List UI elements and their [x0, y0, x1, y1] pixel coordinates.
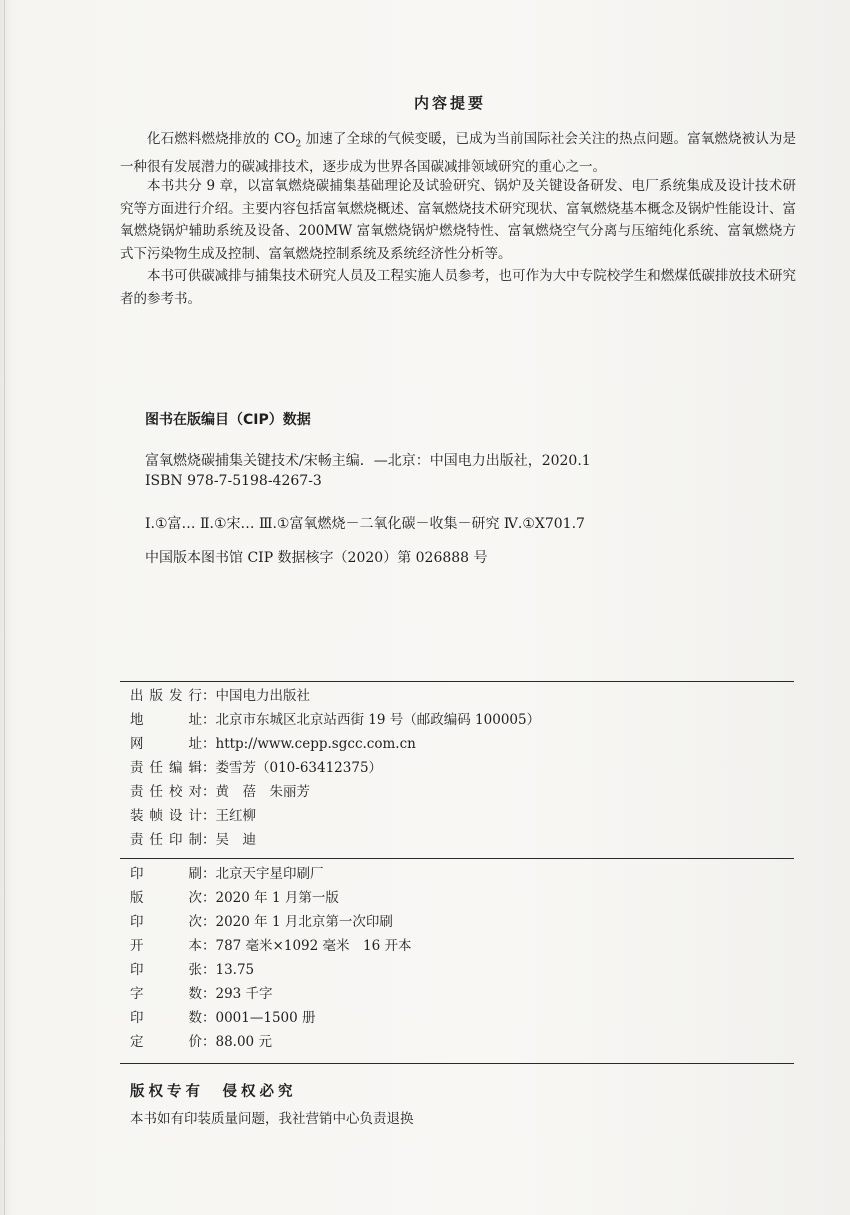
publisher-info-row: 责任编辑：娄雪芳（010-63412375）	[130, 760, 383, 776]
info-value: 中国电力出版社	[215, 688, 310, 704]
info-label: 印数	[130, 1010, 202, 1026]
info-label: 出版发行	[130, 688, 202, 704]
print-info-row: 定价：88.00 元	[130, 1034, 272, 1050]
info-label: 装帧设计	[130, 808, 202, 824]
info-label: 印次	[130, 914, 202, 930]
info-label: 责任印制	[130, 832, 202, 848]
publisher-info-row: 责任印制：吴 迪	[130, 832, 256, 848]
summary-title: 内容提要	[413, 94, 486, 112]
rights-note: 本书如有印装质量问题，我社营销中心负责退换	[130, 1111, 414, 1127]
info-value: 黄 蓓 朱丽芳	[215, 784, 310, 800]
info-label: 印刷	[130, 866, 202, 882]
info-value: 787 毫米×1092 毫米 16 开本	[215, 938, 412, 954]
info-value: 88.00 元	[215, 1034, 272, 1050]
publisher-info-row: 装帧设计：王红柳	[130, 808, 256, 824]
publisher-info-row: 责任校对：黄 蓓 朱丽芳	[130, 784, 310, 800]
info-label: 印张	[130, 962, 202, 978]
info-value: 北京市东城区北京站西街 19 号（邮政编码 100005）	[215, 712, 541, 728]
info-label: 字数	[130, 986, 202, 1002]
cip-heading: 图书在版编目（CIP）数据	[145, 412, 311, 428]
publisher-info-row: 出版发行：中国电力出版社	[130, 688, 310, 704]
info-value: 北京天宇星印刷厂	[215, 866, 324, 882]
info-label: 定价	[130, 1034, 202, 1050]
cip-title-line: 富氧燃烧碳捕集关键技术/宋畅主编．—北京：中国电力出版社，2020.1	[145, 453, 591, 469]
publisher-info-row: 地址：北京市东城区北京站西街 19 号（邮政编码 100005）	[130, 712, 541, 728]
summary-paragraph-2: 本书共分 9 章，以富氧燃烧碳捕集基础理论及试验研究、锅炉及关键设备研发、电厂系统集成及设计技术研究等方面进行介绍。主要内容包括富氧燃烧概述、富氧燃烧技术研究现状、富氧燃烧基本概念及锅炉性能设计、富氧燃烧锅炉辅助系统及设备、200MW 富氧燃烧锅炉燃烧特性、富氧燃烧空气分离与压缩纯化系统、富氧燃烧方式下污染物生成及控制、富氧燃烧控制系统及系统经济性分析等。	[120, 178, 796, 262]
info-value: 13.75	[215, 962, 255, 978]
print-info-row: 开本：787 毫米×1092 毫米 16 开本	[130, 938, 412, 954]
p1-text-after: 加速了全球的气候变暖，已成为当前国际社会关注的热点问题。富氧燃烧被认为是一种很有发展潜力的碳减排技术，逐步成为世界各国碳减排领域研究的重心之一。	[120, 131, 796, 176]
divider-rule	[120, 1063, 794, 1064]
rights-title: 版权专有 侵权必究	[130, 1084, 297, 1100]
info-value: http://www.cepp.sgcc.com.cn	[215, 736, 416, 752]
summary-paragraph-3: 本书可供碳减排与捕集技术研究人员及工程实施人员参考，也可作为大中专院校学生和燃煤低碳排放技术研究者的参考书。	[120, 268, 796, 307]
divider-rule	[120, 858, 794, 859]
info-label: 责任校对	[130, 784, 202, 800]
info-label: 地址	[130, 712, 202, 728]
print-info-row: 印次：2020 年 1 月北京第一次印刷	[130, 914, 393, 930]
cip-isbn: ISBN 978-7-5198-4267-3	[145, 473, 322, 489]
info-value: 293 千字	[215, 986, 273, 1002]
info-value: 娄雪芳（010-63412375）	[215, 760, 383, 776]
cip-record-number: 中国版本图书馆 CIP 数据核字（2020）第 026888 号	[145, 550, 488, 566]
p1-text-before: 化石燃料燃烧排放的 CO	[147, 131, 296, 147]
info-value: 吴 迪	[215, 832, 256, 848]
print-info-row: 版次：2020 年 1 月第一版	[130, 890, 339, 906]
print-info-row: 印数：0001—1500 册	[130, 1010, 316, 1026]
cip-classification: Ⅰ.①富… Ⅱ.①宋… Ⅲ.①富氧燃烧－二氧化碳－收集－研究 Ⅳ.①X701.7	[145, 516, 585, 532]
p1-subscript: 2	[295, 139, 302, 150]
info-value: 2020 年 1 月北京第一次印刷	[215, 914, 393, 930]
info-label: 开本	[130, 938, 202, 954]
info-value: 0001—1500 册	[215, 1010, 316, 1026]
info-value: 2020 年 1 月第一版	[215, 890, 339, 906]
page-edge	[4, 0, 5, 1215]
print-info-row: 印刷：北京天宇星印刷厂	[130, 866, 324, 882]
info-label: 责任编辑	[130, 760, 202, 776]
print-info-row: 印张：13.75	[130, 962, 255, 978]
divider-rule	[120, 681, 794, 682]
print-info-row: 字数：293 千字	[130, 986, 273, 1002]
summary-paragraph-1	[120, 128, 796, 179]
info-label: 网址	[130, 736, 202, 752]
info-value: 王红柳	[215, 808, 256, 824]
publisher-info-row: 网址：http://www.cepp.sgcc.com.cn	[130, 736, 416, 752]
info-label: 版次	[130, 890, 202, 906]
